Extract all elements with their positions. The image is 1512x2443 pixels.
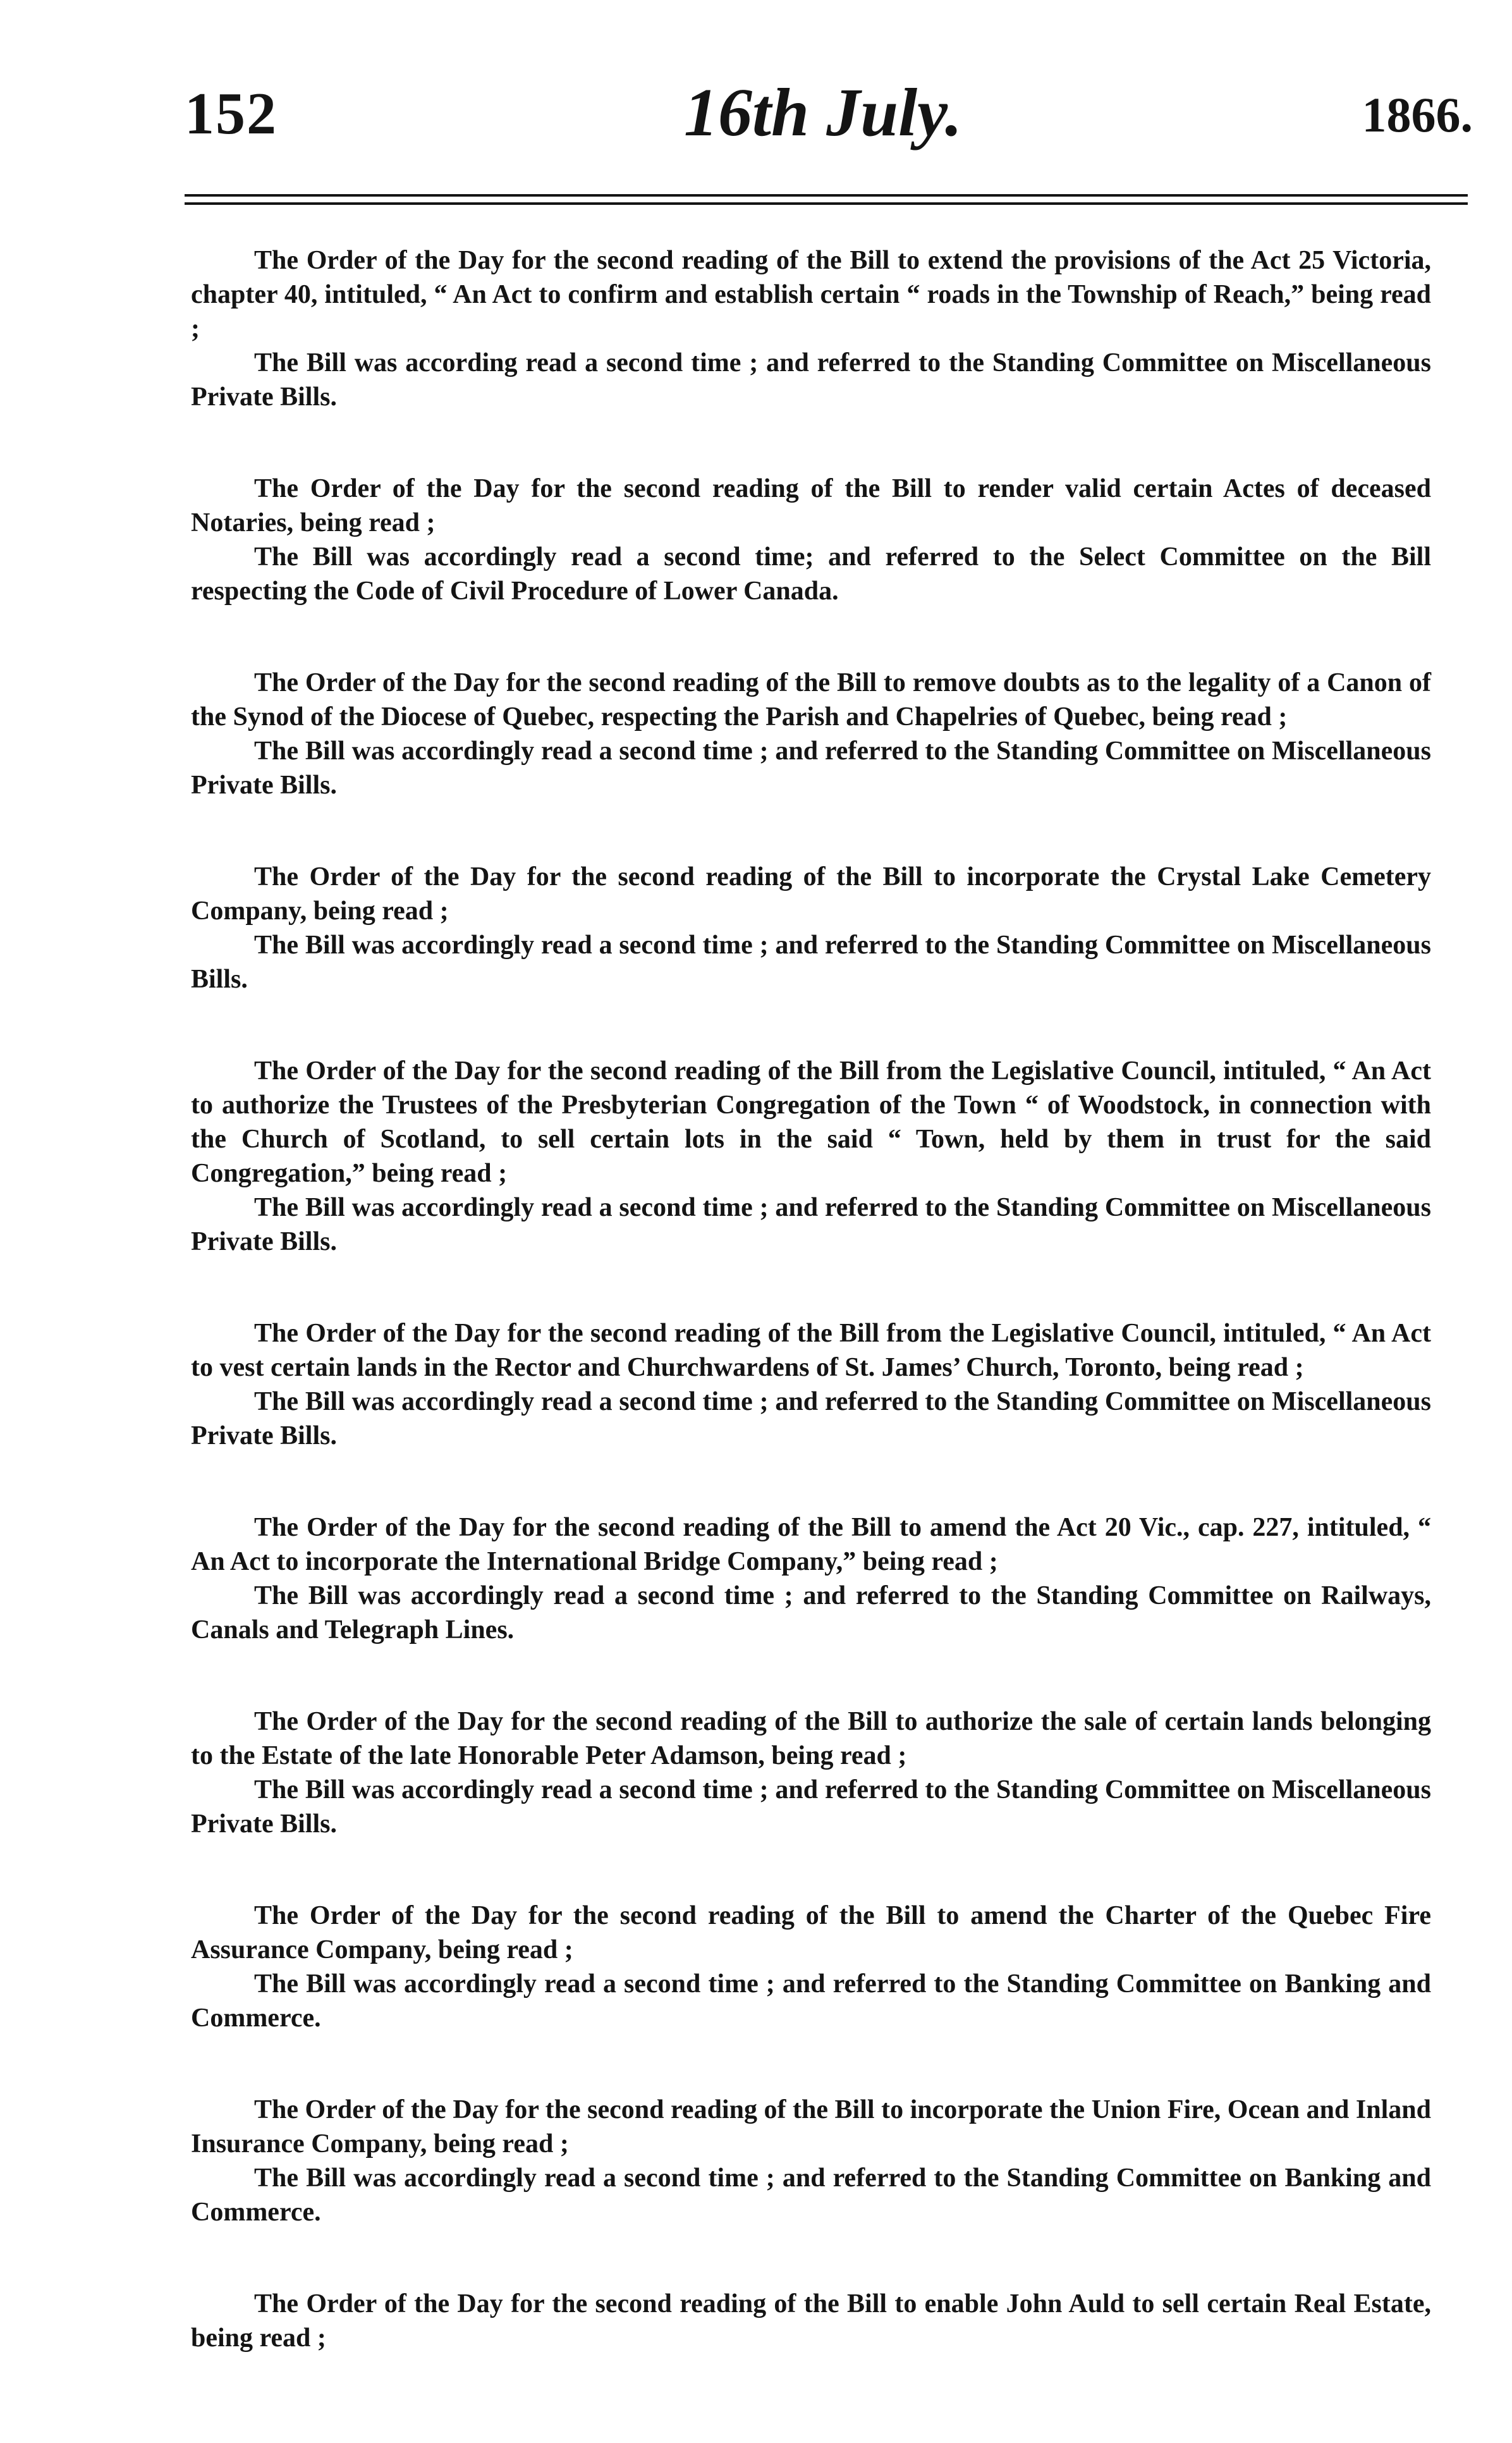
result-paragraph: The Bill was according read a second time ; and referred to the Standing Committee on Miscellaneous Private Bills. [191, 348, 1431, 412]
order-entry [191, 1316, 1431, 1453]
header-rule-top [185, 194, 1468, 197]
result-paragraph: The Bill was accordingly read a second time ; and referred to the Standing Committee on Miscellaneous Private Bills. [191, 1193, 1431, 1256]
result-paragraph: The Bill was accordingly read a second time; and referred to the Select Committee on the Bill respecting the Code of Civil Procedure of Lower Canada. [191, 542, 1431, 606]
order-entry [191, 2287, 1431, 2355]
page-number: 152 [185, 81, 277, 147]
result-paragraph: The Bill was accordingly read a second time ; and referred to the Standing Committee on Banking and Commerce. [191, 1969, 1431, 2033]
result-paragraph: The Bill was accordingly read a second time ; and referred to the Standing Committee on Miscellaneous Bills. [191, 931, 1431, 994]
running-head-date: 16th July. [684, 75, 963, 150]
result-paragraph: The Bill was accordingly read a second time ; and referred to the Standing Committee on Miscellaneous Private Bills. [191, 1775, 1431, 1839]
order-paragraph: The Order of the Day for the second reading of the Bill to extend the provisions of the Act 25 Victoria, chapter 40, intituled, “ An Act to confirm and establish certain “ roads in the Township of Reach,” being read ; [191, 246, 1431, 343]
order-paragraph: The Order of the Day for the second reading of the Bill to incorporate the Union Fire, Ocean and Inland Insurance Company, being read ; [191, 2095, 1431, 2158]
order-paragraph: The Order of the Day for the second reading of the Bill to enable John Auld to sell certain Real Estate, being read ; [191, 2289, 1431, 2353]
order-paragraph: The Order of the Day for the second reading of the Bill from the Legislative Council, intituled, “ An Act to authorize the Trustees of the Presbyterian Congregation of the Town “ of Woodstock, in connection with the Church of Scotland, to sell certain lots in the said “ Town, held by them in trust for the said Congregation,” being read ; [191, 1056, 1431, 1188]
order-paragraph: The Order of the Day for the second reading of the Bill to amend the Act 20 Vic., cap. 227, intituled, “ An Act to incorporate the International Bridge Company,” being read ; [191, 1513, 1431, 1576]
order-entry [191, 860, 1431, 996]
order-paragraph: The Order of the Day for the second reading of the Bill to authorize the sale of certain lands belonging to the Estate of the late Honorable Peter Adamson, being read ; [191, 1707, 1431, 1770]
result-paragraph: The Bill was accordingly read a second time ; and referred to the Standing Committee on Miscellaneous Private Bills. [191, 1387, 1431, 1450]
header-year: 1866. [1362, 87, 1473, 142]
order-paragraph: The Order of the Day for the second reading of the Bill to render valid certain Actes of deceased Notaries, being read ; [191, 474, 1431, 537]
order-paragraph: The Order of the Day for the second reading of the Bill from the Legislative Council, intituled, “ An Act to vest certain lands in the Rector and Churchwardens of St. James’ Church, Toronto, being read ; [191, 1319, 1431, 1382]
result-paragraph: The Bill was accordingly read a second time ; and referred to the Standing Committee on Banking and Commerce. [191, 2164, 1431, 2227]
order-entry [191, 1054, 1431, 1259]
proceedings-text [191, 243, 1431, 2413]
order-entry [191, 1899, 1431, 2035]
page-header [185, 73, 1473, 168]
result-paragraph: The Bill was accordingly read a second time ; and referred to the Standing Committee on Miscellaneous Private Bills. [191, 737, 1431, 800]
order-entry [191, 243, 1431, 414]
order-entry [191, 666, 1431, 802]
order-entry [191, 472, 1431, 608]
order-paragraph: The Order of the Day for the second reading of the Bill to remove doubts as to the legality of a Canon of the Synod of the Diocese of Quebec, respecting the Parish and Chapelries of Quebec, being read ; [191, 668, 1431, 732]
result-paragraph: The Bill was accordingly read a second time ; and referred to the Standing Committee on Railways, Canals and Telegraph Lines. [191, 1581, 1431, 1644]
order-paragraph: The Order of the Day for the second reading of the Bill to amend the Charter of the Quebec Fire Assurance Company, being read ; [191, 1901, 1431, 1964]
order-entry [191, 1705, 1431, 1841]
order-entry [191, 1510, 1431, 1647]
order-entry [191, 2093, 1431, 2229]
header-rule-bottom [185, 202, 1468, 205]
order-paragraph: The Order of the Day for the second reading of the Bill to incorporate the Crystal Lake Cemetery Company, being read ; [191, 862, 1431, 926]
